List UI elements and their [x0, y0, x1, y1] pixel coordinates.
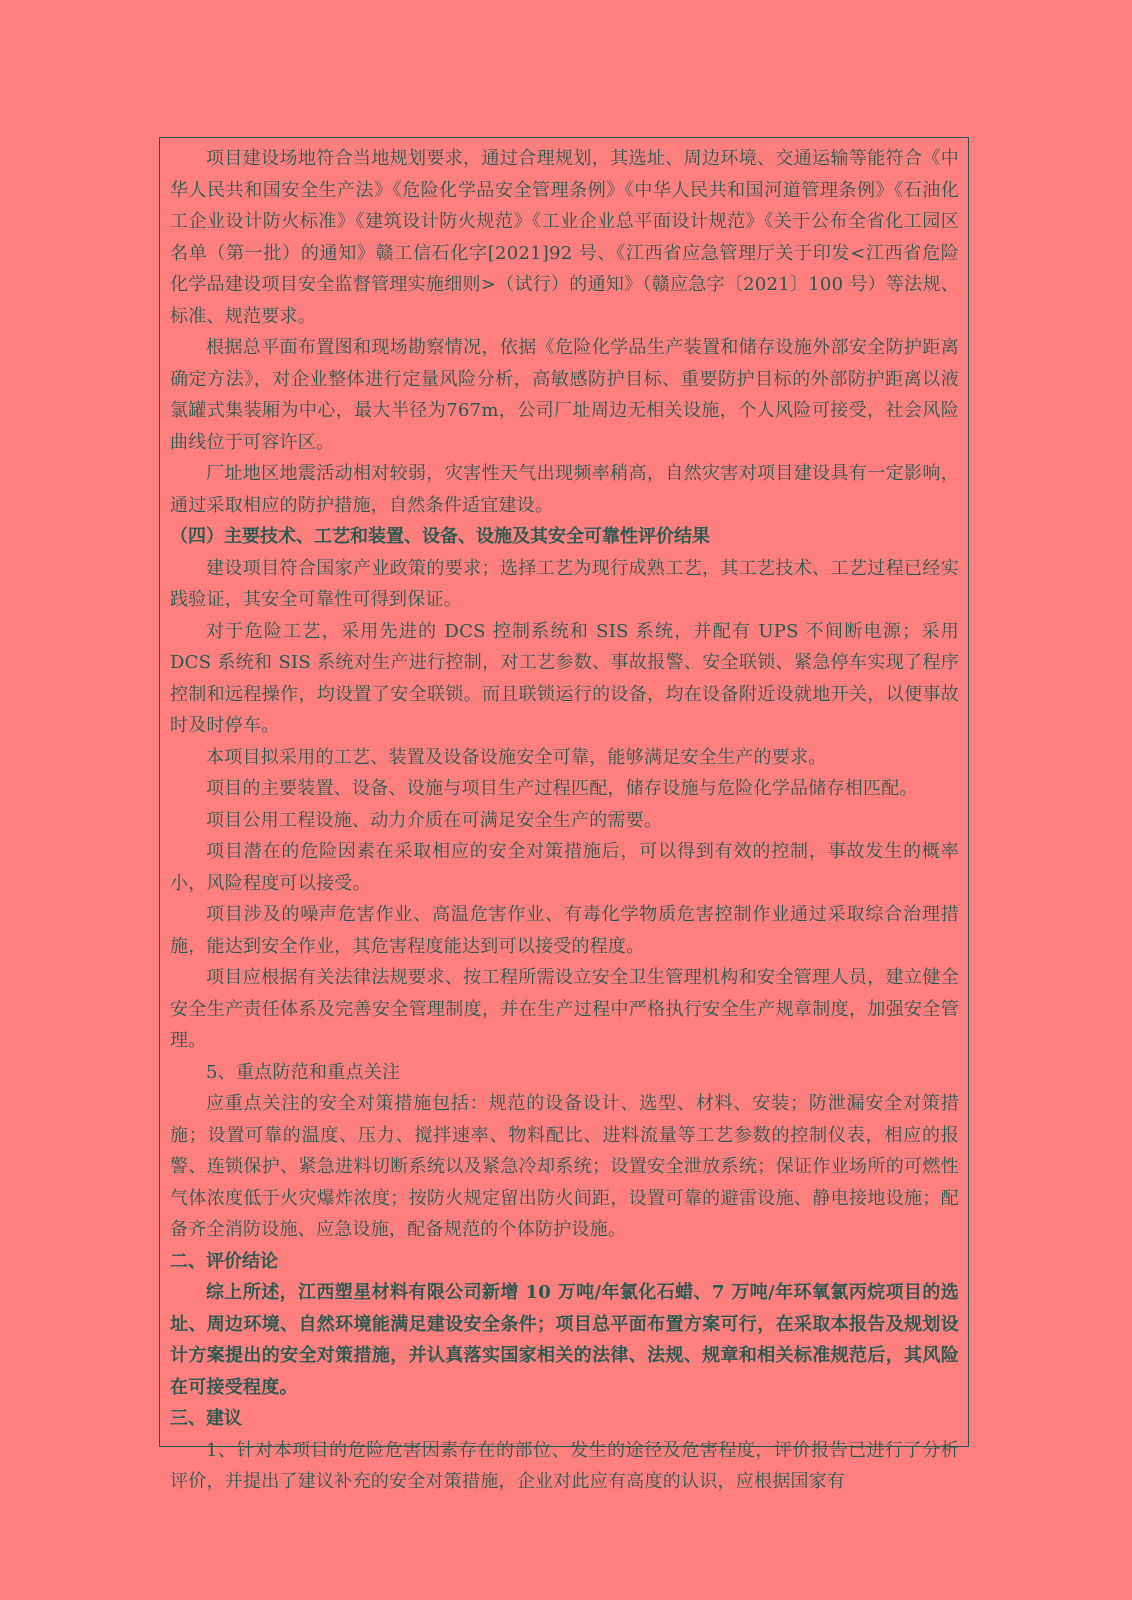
paragraph-safety-management: 项目应根据有关法律法规要求、按工程所需设立安全卫生管理机构和安全管理人员，建立健全安全生产责任体系及完善安全管理制度，并在生产过程中严格执行安全生产规章制度，加强安全管理。: [170, 967, 959, 1051]
paragraph-conclusion: 综上所述，江西塑星材料有限公司新增 10 万吨/年氯化石蜡、7 万吨/年环氧氯丙烷项目的选址、周边环境、自然环境能满足建设安全条件；项目总平面布置方案可行，在采取本报告及规划设计方案提出的安全对策措施，并认真落实国家相关的法律、法规、规章和相关标准规范后，其风险在可接受程度。: [170, 1282, 959, 1398]
section-heading-technology: （四）主要技术、工艺和装置、设备、设施及其安全可靠性评价结果: [170, 526, 710, 547]
section-heading-conclusion: 二、评价结论: [170, 1250, 278, 1272]
paragraph-suggestion-1: 1、针对本项目的危险危害因素存在的部位、发生的途径及危害程度，评价报告已进行了分析评价，并提出了建议补充的安全对策措施，企业对此应有高度的认识，应根据国家有: [170, 1439, 959, 1492]
paragraph-process-reliability: 本项目拟采用的工艺、装置及设备设施安全可靠，能够满足安全生产的要求。: [206, 746, 827, 768]
paragraph-site-compliance: 项目建设场地符合当地规划要求，通过合理规划，其选址、周边环境、交通运输等能符合《中华人民共和国安全生产法》《危险化学品安全管理条例》《中华人民共和国河道管理条例》《石油化工企业设计防火标准》《建筑设计防火规范》《工业企业总平面设计规范》《关于公布全省化工园区名单（第一批）的通知》赣工信石化字[2021]92 号、《江西省应急管理厅关于印发<江西省危险化学品建设项目安全监督管理实施细则>（试行）的通知》（赣应急字〔2021〕100 号）等法规、标准、规范要求。: [170, 148, 959, 327]
paragraph-protection-distance: 根据总平面布置图和现场勘察情况，依据《危险化学品生产装置和储存设施外部安全防护距离确定方法》，对企业整体进行定量风险分析，高敏感防护目标、重要防护目标的外部防护距离以液氯罐式集装厢为中心，最大半径为767m，公司厂址周边无相关设施，个人风险可接受，社会风险曲线位于可容许区。: [170, 337, 959, 453]
subheading-key-prevention: 5、重点防范和重点关注: [206, 1061, 401, 1083]
paragraph-dcs-sis: 对于危险工艺，采用先进的 DCS 控制系统和 SIS 系统，并配有 UPS 不间断电源；采用 DCS 系统和 SIS 系统对生产进行控制，对工艺参数、事故报警、安全联锁、紧急停车实现了程序控制和远程操作，均设置了安全联锁。而且联锁运行的设备，均在设备附近设就地开关，以便事故时及时停车。: [170, 620, 959, 736]
paragraph-utilities: 项目公用工程设施、动力介质在可满足安全生产的需要。: [206, 809, 663, 831]
paragraph-equipment-match: 项目的主要装置、设备、设施与项目生产过程匹配，储存设施与危险化学品储存相匹配。: [206, 778, 918, 799]
paragraph-hazard-control: 项目潜在的危险因素在采取相应的安全对策措施后，可以得到有效的控制，事故发生的概率小，风险程度可以接受。: [170, 841, 959, 894]
paragraph-natural-conditions: 厂址地区地震活动相对较弱，灾害性天气出现频率稍高，自然灾害对项目建设具有一定影响，通过采取相应的防护措施，自然条件适宜建设。: [170, 463, 959, 516]
paragraph-key-measures: 应重点关注的安全对策措施包括：规范的设备设计、选型、材料、安装；防泄漏安全对策措施；设置可靠的温度、压力、搅拌速率、物料配比、进料流量等工艺参数的控制仪表，相应的报警、连锁保护、紧急进料切断系统以及紧急冷却系统；设置安全泄放系统；保证作业场所的可燃性气体浓度低于火灾爆炸浓度；按防火规定留出防火间距，设置可靠的避雷设施、静电接地设施；配备齐全消防设施、应急设施，配备规范的个体防护设施。: [170, 1093, 959, 1240]
paragraph-occupational-hazards: 项目涉及的噪声危害作业、高温危害作业、有毒化学物质危害控制作业通过采取综合治理措施，能达到安全作业，其危害程度能达到可以接受的程度。: [170, 904, 959, 957]
document-frame: [159, 137, 969, 1492]
section-heading-suggestions: 三、建议: [170, 1408, 242, 1429]
paragraph-industry-policy: 建设项目符合国家产业政策的要求；选择工艺为现行成熟工艺，其工艺技术、工艺过程已经实践验证，其安全可靠性可得到保证。: [170, 557, 959, 610]
